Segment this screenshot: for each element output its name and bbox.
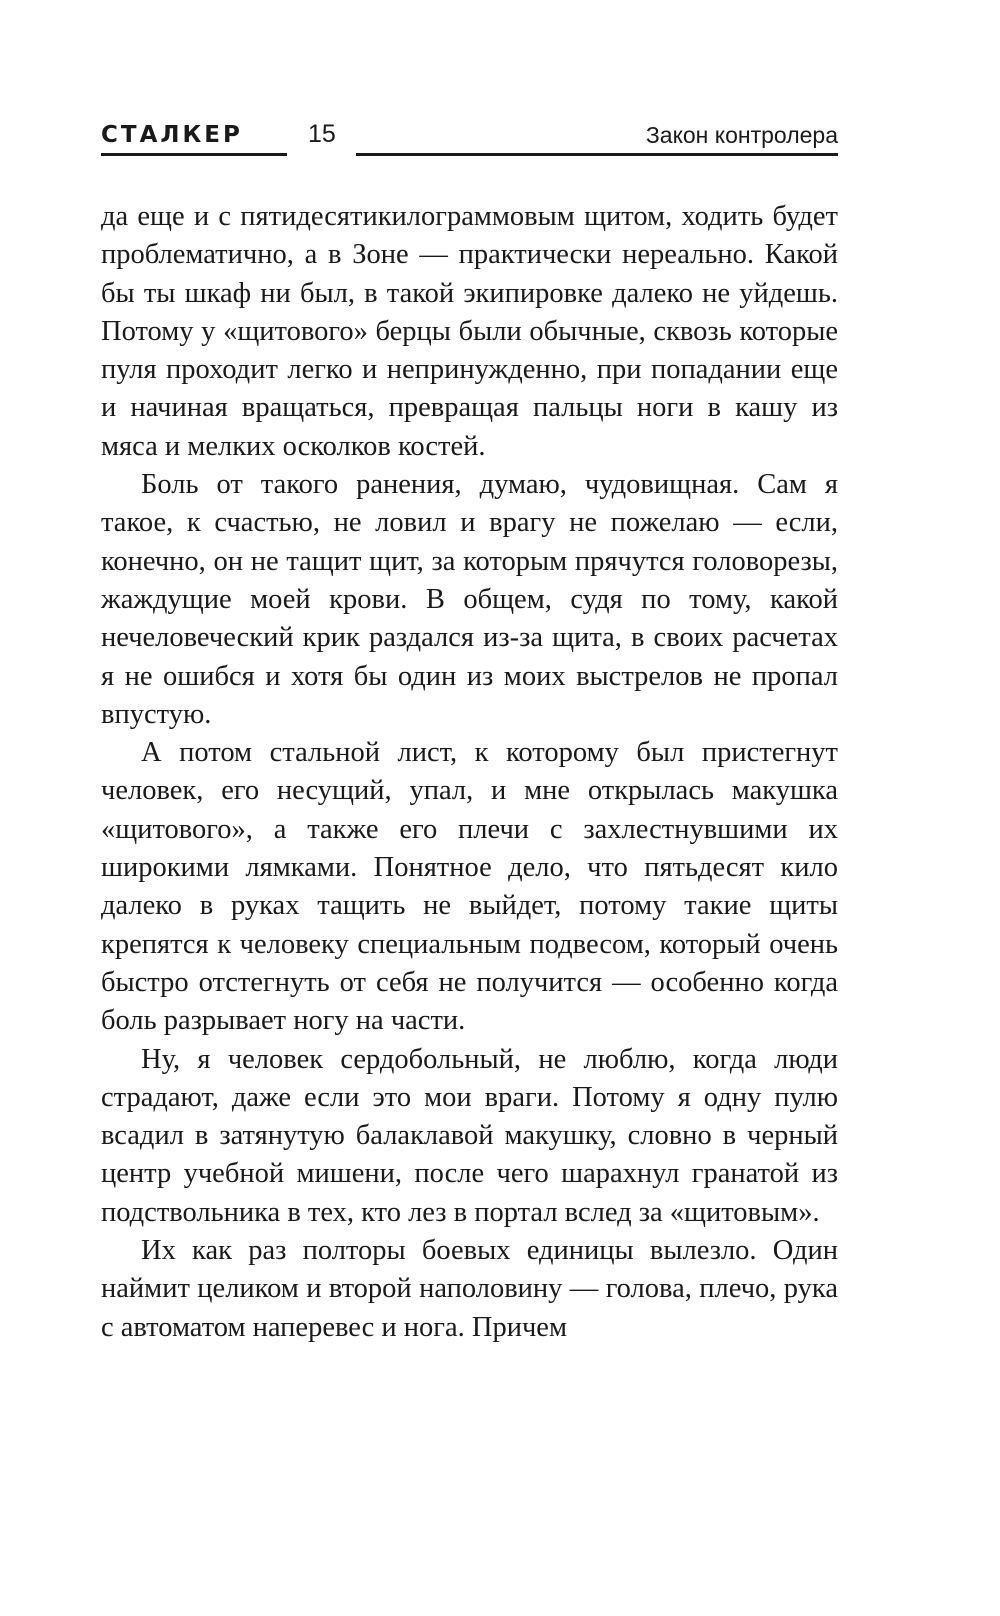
paragraph: Боль от такого ранения, думаю, чудовищная. Сам я такое, к счастью, не ловил и врагу не пожелаю — если, конечно, он не тащит щит, за которым прячутся головорезы, жаждущие моей крови. В общем, судя по тому, какой нечеловеческий крик раздался из-за щита, в своих расчетах я не ошибся и хотя бы один из моих выстрелов не пропал впустую. [101, 469, 838, 730]
paragraph-continued: да еще и с пятидесятикилограммовым щитом, ходить будет проблематично, а в Зоне — практически нереально. Какой бы ты шкаф ни был, в такой экипировке далеко не уйдешь. Потому у «щитового» берцы были обычные, сквозь которые пуля проходит легко и непринужденно, при попадании еще и начиная вращаться, превращая пальцы ноги в кашу из мяса и мелких осколков костей. [101, 201, 838, 462]
series-title: СТАЛКЕР [101, 122, 243, 148]
book-title: Закон контролера [645, 122, 838, 148]
running-header [101, 118, 838, 162]
paragraph: А потом стальной лист, к которому был пристегнут человек, его несущий, упал, и мне открылась макушка «щитового», а также его плечи с захлестнувшими их широкими лямками. Понятное дело, что пятьдесят кило далеко в руках тащить не выйдет, потому такие щиты крепятся к человеку специальным подвесом, который очень быстро отстегнуть от себя не получится — особенно когда боль разрывает ногу на части. [101, 737, 838, 1037]
header-rule-left [101, 153, 287, 156]
paragraph: Их как раз полторы боевых единицы вылезло. Один наймит целиком и второй наполовину — голова, плечо, рука с автоматом наперевес и нога. Причем [101, 1235, 838, 1343]
paragraph: Ну, я человек сердобольный, не люблю, когда люди страдают, даже если это мои враги. Потому я одну пулю всадил в затянутую балаклавой макушку, словно в черный центр учебной мишени, после чего шарахнул гранатой из подствольника в тех, кто лез в портал вслед за «щитовым». [101, 1043, 838, 1228]
page-number: 15 [308, 120, 336, 148]
body-text [101, 198, 838, 1347]
header-rule-right [356, 153, 838, 156]
